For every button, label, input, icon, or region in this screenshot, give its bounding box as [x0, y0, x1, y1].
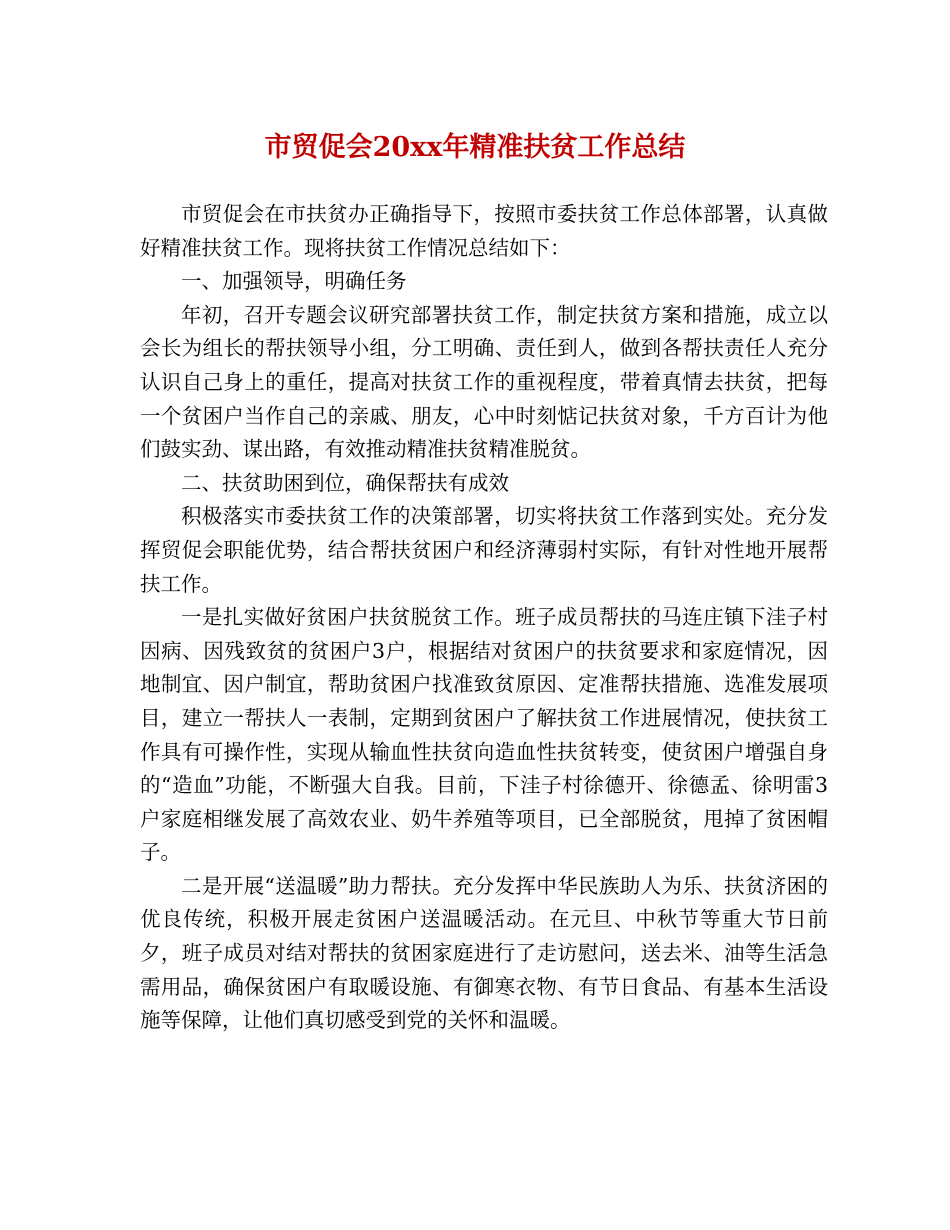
section-1-paragraph: 年初，召开专题会议研究部署扶贫工作，制定扶贫方案和措施，成立以会长为组长的帮扶领导小组，分工明确、责任到人，做到各帮扶责任人充分认识自己身上的重任，提高对扶贫工作的重视程度，带着真情去扶贫，把每一个贫困户当作自己的亲戚、朋友，心中时刻惦记扶贫对象，千方百计为他们鼓实劲、谋出路，有效推动精准扶贫精准脱贫。 — [140, 302, 828, 462]
section-2-paragraph: 积极落实市委扶贫工作的决策部署，切实将扶贫工作落到实处。充分发挥贸促会职能优势，结合帮扶贫困户和经济薄弱村实际，有针对性地开展帮扶工作。 — [140, 504, 828, 596]
document-body — [140, 198, 828, 1038]
section-2-item-2-paragraph: 二是开展“送温暖”助力帮扶。充分发挥中华民族助人为乐、扶贫济困的优良传统，积极开展走贫困户送温暖活动。在元旦、中秋节等重大节日前夕，班子成员对结对帮扶的贫困家庭进行了走访慰问，送去米、油等生活急需用品，确保贫困户有取暖设施、有御寒衣物、有节日食品、有基本生活设施等保障，让他们真切感受到党的关怀和温暖。 — [140, 873, 828, 1033]
document-title: 市贸促会20xx年精准扶贫工作总结 — [264, 132, 686, 163]
intro-paragraph: 市贸促会在市扶贫办正确指导下，按照市委扶贫工作总体部署，认真做好精准扶贫工作。现将扶贫工作情况总结如下： — [140, 202, 828, 260]
section-heading-1: 一、加强领导，明确任务 — [181, 269, 407, 294]
section-2-item-1-paragraph: 一是扎实做好贫困户扶贫脱贫工作。班子成员帮扶的马连庄镇下洼子村因病、因残致贫的贫困户3户，根据结对贫困户的扶贫要求和家庭情况，因地制宜、因户制宜，帮助贫困户找准致贫原因、定准帮扶措施、选准发展项目，建立一帮扶人一表制，定期到贫困户了解扶贫工作进展情况，使扶贫工作具有可操作性，实现从输血性扶贫向造血性扶贫转变，使贫困户增强自身的“造血”功能，不断强大自我。目前，下洼子村徐德开、徐德孟、徐明雷3户家庭相继发展了高效农业、奶牛养殖等项目，已全部脱贫，甩掉了贫困帽子。 — [140, 605, 828, 865]
section-heading-2: 二、扶贫助困到位，确保帮扶有成效 — [181, 470, 509, 495]
